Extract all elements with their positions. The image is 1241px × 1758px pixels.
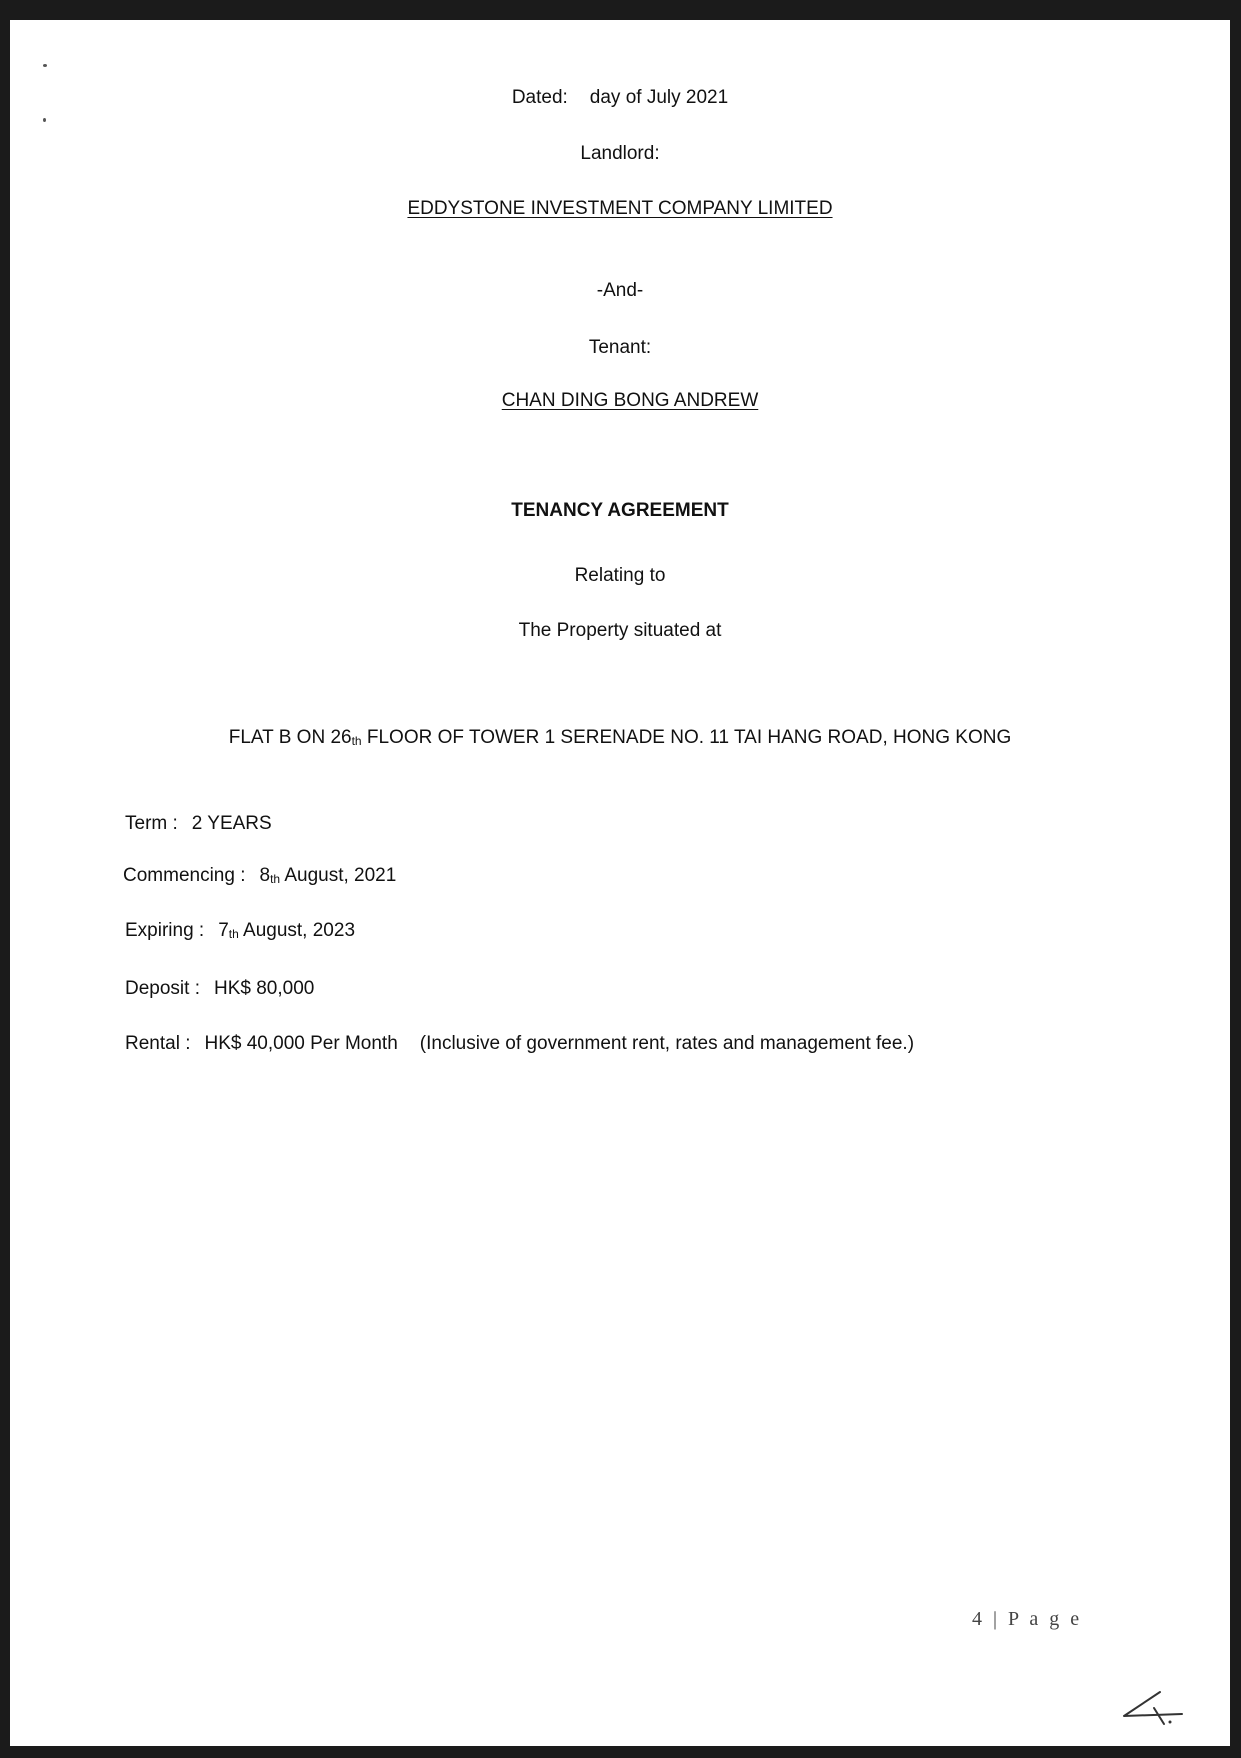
address-part-1: FLAT B ON 26 [228,727,352,748]
rental-row [125,1033,914,1055]
document-page [10,20,1230,1746]
address-ordinal: th [351,734,362,748]
expiring-row [125,920,355,942]
commencing-rest: August, 2021 [280,865,397,886]
commencing-label: Commencing : [123,865,246,886]
dated-line [10,87,1230,109]
tenant-name [10,390,1230,412]
initials-signature [1120,1688,1200,1728]
commencing-row [123,865,396,887]
rental-label: Rental : [125,1033,191,1054]
expiring-rest: August, 2023 [238,920,356,941]
rental-note: (Inclusive of government rent, rates and management fee.) [419,1033,915,1054]
expiring-day: 7 [218,920,229,941]
landlord-name-text: EDDYSTONE INVESTMENT COMPANY LIMITED [407,198,833,219]
dated-value: day of July 2021 [589,87,729,108]
address-part-2: FLOOR OF TOWER 1 SERENADE NO. 11 TAI HANG ROAD, HONG KONG [361,727,1012,748]
bleed-through-text [10,448,38,468]
dated-label: Dated: [511,87,568,108]
landlord-name [10,198,1230,220]
term-row [125,813,272,835]
property-address [10,727,1230,749]
commencing-ordinal: th [270,872,281,886]
deposit-label: Deposit : [125,978,200,999]
deposit-value: HK$ 80,000 [213,978,315,999]
rental-value: HK$ 40,000 Per Month [204,1033,398,1054]
landlord-label: Landlord: [580,143,660,164]
page-number: 4 | P a g e [972,1608,1083,1630]
commencing-day: 8 [259,865,271,886]
scan-speck [43,118,46,122]
expiring-ordinal: th [228,927,239,941]
scan-speck [43,64,47,67]
expiring-label: Expiring : [125,920,205,941]
tenant-label: Tenant: [588,337,652,358]
relating-to: Relating to [574,565,666,586]
tenant-name-text: CHAN DING BONG ANDREW [501,390,759,411]
term-label: Term : [125,813,178,834]
term-value: 2 YEARS [191,813,272,834]
and-separator: -And- [596,280,644,301]
document-title: TENANCY AGREEMENT [511,500,729,521]
property-intro: The Property situated at [518,620,722,641]
deposit-row [125,978,314,1000]
